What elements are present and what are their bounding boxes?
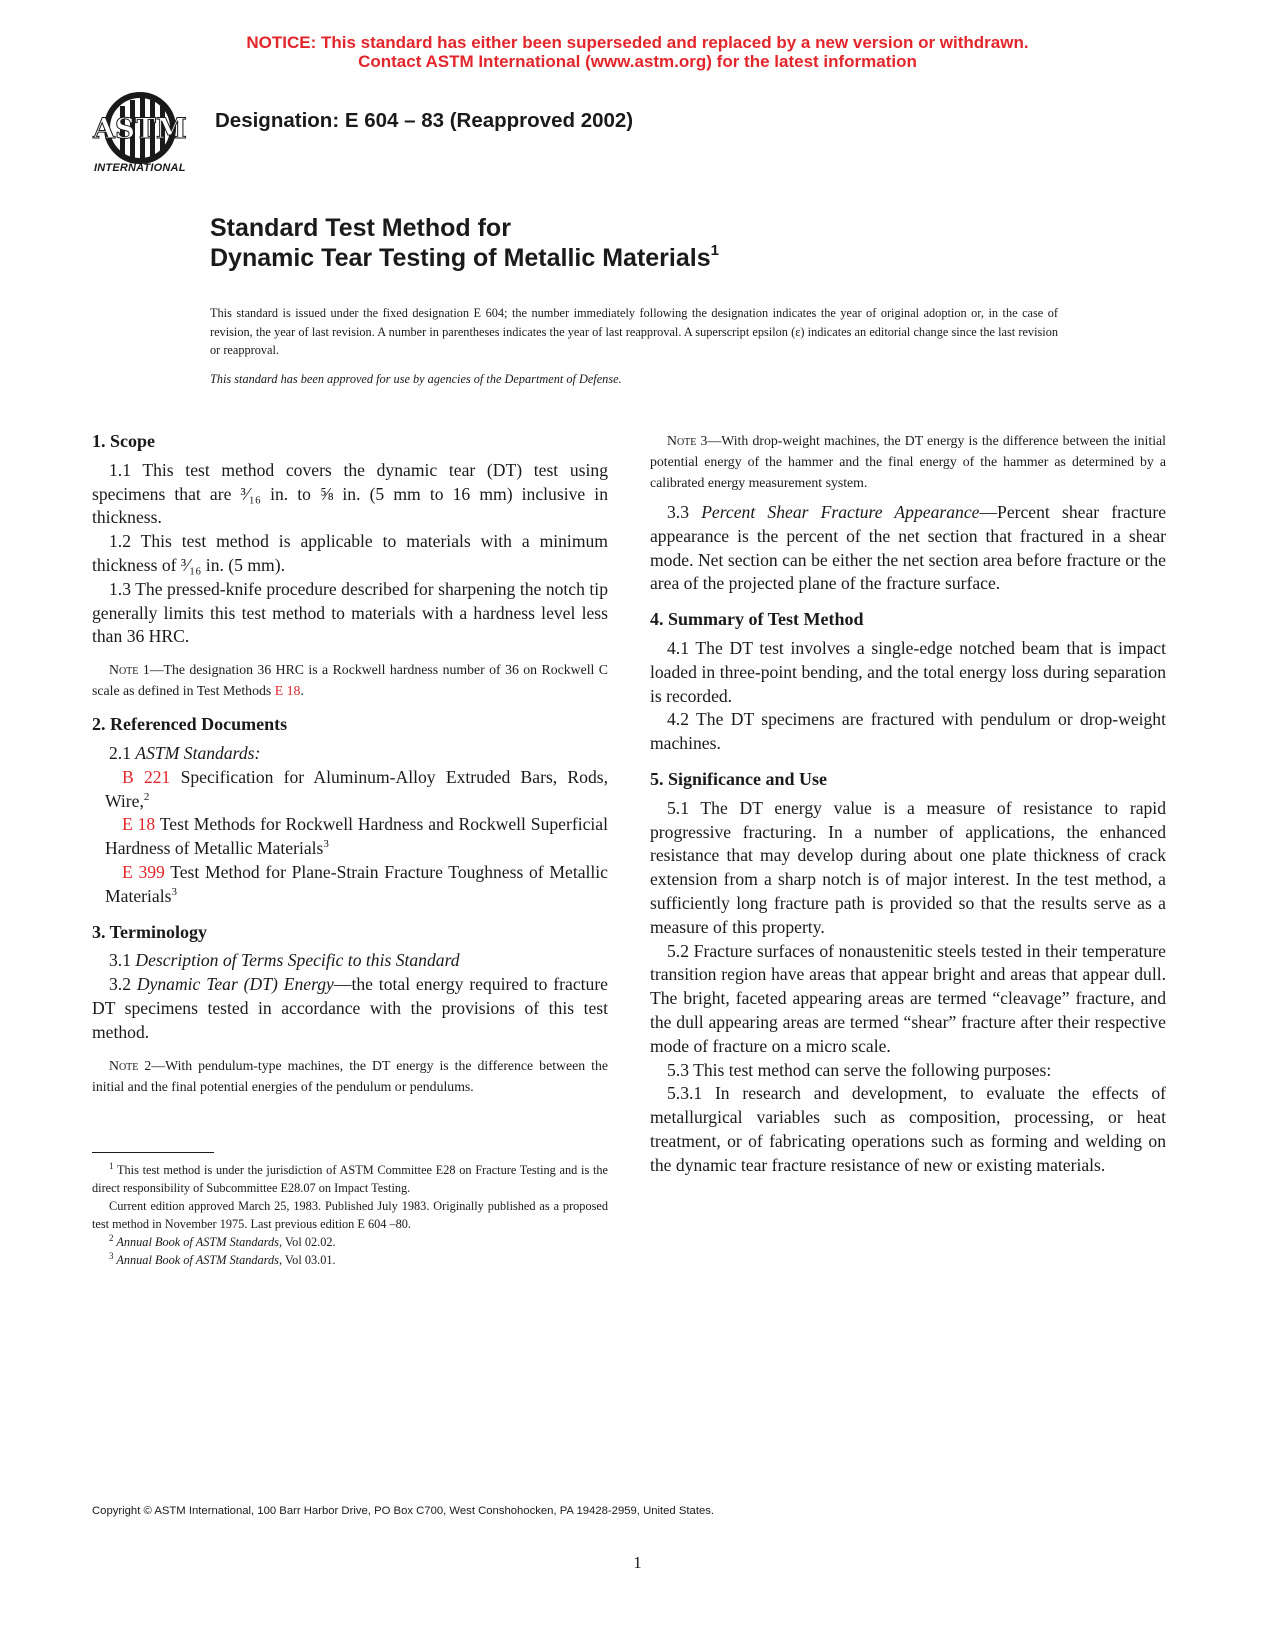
para-1-1: 1.1 This test method covers the dynamic tear (DT) test using specimens that are ³⁄₁₆ in. to ⅝ in. (5 mm to 16 mm) inclusive in thickness. <box>92 459 608 528</box>
footnote-2-text: Vol 02.02. <box>282 1235 336 1249</box>
copyright: Copyright © ASTM International, 100 Barr Harbor Drive, PO Box C700, West Conshohocken, PA 19428-2959, United States. <box>92 1505 715 1517</box>
para-3-1-italic: Description of Terms Specific to this Standard <box>135 950 460 971</box>
section-heading-refdocs: 2. Referenced Documents <box>92 714 288 735</box>
note-3 <box>650 430 1166 493</box>
para-3-1 <box>92 949 608 973</box>
para-4-2: 4.2 The DT specimens are fractured with pendulum or drop-weight machines. <box>650 709 1166 754</box>
para-2-1-italic: ASTM Standards: <box>135 742 261 763</box>
para-3-2 <box>92 973 608 1044</box>
footnote-2 <box>92 1233 608 1251</box>
footnote-3-text: Vol 03.01. <box>282 1253 336 1267</box>
ref-item-e399 <box>92 861 608 909</box>
para-2-1-num: 2.1 <box>109 742 136 763</box>
para-3-3-num: 3.3 <box>667 502 702 522</box>
ref-sup-e18: 3 <box>323 838 329 851</box>
para-5-3: 5.3 This test method can serve the following purposes: <box>667 1059 1052 1080</box>
left-column <box>92 430 608 1105</box>
para-4-1: 4.1 The DT test involves a single-edge notched beam that is impact loaded in three-point bending, and the total energy loss during separation is recorded. <box>650 637 1166 706</box>
svg-text:ASTM: ASTM <box>93 112 187 145</box>
right-column <box>650 430 1166 1178</box>
para-5-3-1: 5.3.1 In research and development, to evaluate the effects of metallurgical variables such as composition, processing, or heat treatment, or of fabricating operations such as forming and welding on the dynamic tear fracture resistance of new or existing materials. <box>650 1083 1166 1175</box>
title-line-2 <box>210 243 719 273</box>
footnote-2-italic: Annual Book of ASTM Standards, <box>113 1235 283 1249</box>
footnote-rule <box>92 1152 214 1153</box>
note-3-text: 3—With drop-weight machines, the DT energy is the difference between the initial potential energy of the hammer and the final energy of the hammer as determined by a calibrated energy measurement system. <box>650 433 1166 490</box>
footnote-2-sup: 2 <box>109 1233 114 1243</box>
approved-statement: This standard has been approved for use by agencies of the Department of Defense. <box>210 372 622 386</box>
note-1-end: . <box>300 683 304 699</box>
ref-link-e18[interactable]: E 18 <box>122 814 156 835</box>
note-2-text: 2—With pendulum-type machines, the DT energy is the difference between the initial and the final potential energies of the pendulum or pendulums. <box>92 1057 608 1094</box>
notice-line-2: Contact ASTM International (www.astm.org) for the latest information <box>358 52 917 71</box>
footnote-3-sup: 3 <box>109 1251 114 1261</box>
designation: Designation: E 604 – 83 (Reapproved 2002) <box>215 109 634 132</box>
preamble: This standard is issued under the fixed designation E 604; the number immediately following the designation indicates the year of original adoption or, in the case of revision, the year of last revision. A number in parentheses indicates the year of last reapproval. A superscript epsilon (ε) indicates an editorial change since the last revision or reapproval. <box>210 306 1058 357</box>
footnote-1 <box>92 1161 608 1197</box>
section-heading-scope: 1. Scope <box>92 431 155 451</box>
para-3-2-num: 3.2 <box>109 974 137 995</box>
para-3-3 <box>650 501 1166 596</box>
ref-sup-e399: 3 <box>171 885 177 898</box>
footnote-1-sup: 1 <box>109 1161 114 1171</box>
para-5-1: 5.1 The DT energy value is a measure of resistance to rapid progressive fracturing. In a number of applications, the enhanced resistance that may develop during about one plate thickness of crack extension from a sharp notch is of major interest. In the test method, a sufficiently long fracture path is provided so that the results serve as a measure of this property. <box>650 797 1166 937</box>
note-2 <box>92 1055 608 1097</box>
ref-link-e399[interactable]: E 399 <box>122 861 165 882</box>
notice-line-1: NOTICE: This standard has either been superseded and replaced by a new version or withdrawn. <box>246 33 1029 52</box>
footnotes <box>92 1161 608 1269</box>
note-1-link-e18[interactable]: E 18 <box>274 683 301 699</box>
section-heading-significance: 5. Significance and Use <box>650 768 828 789</box>
note-1 <box>92 659 608 701</box>
para-3-2-italic: Dynamic Tear (DT) Energy <box>136 974 334 995</box>
note-1-label: Note <box>109 662 139 678</box>
footnote-1-cont: Current edition approved March 25, 1983. Published July 1983. Originally published as a proposed test method in November 1975. Last previous edition E 604 –80. <box>92 1199 608 1231</box>
title-line-2-text: Dynamic Tear Testing of Metallic Materials <box>210 244 711 272</box>
para-3-3-italic: Percent Shear Fracture Appearance <box>701 502 980 522</box>
astm-logo-icon <box>92 86 198 182</box>
title-line-1: Standard Test Method for <box>210 214 511 242</box>
para-3-1-num: 3.1 <box>109 950 136 971</box>
logo-label: INTERNATIONAL <box>94 162 186 174</box>
ref-item-e18 <box>92 813 608 861</box>
document-title <box>210 213 719 273</box>
title-footnote-marker: 1 <box>710 242 719 259</box>
footnote-3 <box>92 1251 608 1269</box>
note-2-label: Note <box>109 1057 139 1073</box>
section-heading-terminology: 3. Terminology <box>92 921 208 942</box>
ref-text-e18: Test Methods for Rockwell Hardness and Rockwell Superficial Hardness of Metallic Materials <box>105 814 608 859</box>
ref-text-b221: Specification for Aluminum-Alloy Extruded Bars, Rods, Wire, <box>105 766 608 811</box>
footnote-1-text: This test method is under the jurisdiction of ASTM Committee E28 on Fracture Testing and is the direct responsibility of Subcommittee E28.07 on Impact Testing. <box>92 1163 608 1195</box>
note-3-label: Note <box>667 433 697 448</box>
para-2-1 <box>92 742 608 766</box>
ref-text-e399: Test Method for Plane-Strain Fracture Toughness of Metallic Materials <box>105 861 608 906</box>
para-3-2-text: —the total energy required to fracture DT specimens tested in accordance with the provisions of this test method. <box>92 974 608 1042</box>
section-heading-summary: 4. Summary of Test Method <box>650 609 864 630</box>
ref-link-b221[interactable]: B 221 <box>122 766 171 787</box>
footnote-3-italic: Annual Book of ASTM Standards, <box>113 1253 283 1267</box>
para-1-3: 1.3 The pressed-knife procedure described for sharpening the notch tip generally limits this test method to materials with a hardness level less than 36 HRC. <box>92 578 608 647</box>
ref-item-b221 <box>92 766 608 814</box>
notice-banner <box>0 33 1275 71</box>
ref-sup-b221: 2 <box>143 790 150 803</box>
para-3-3-text: —Percent shear fracture appearance is the percent of the net section that fractured in a shear mode. Net section can be either the net section area before fracture or the area of the projected plane of the fracture surface. <box>650 502 1166 594</box>
para-5-2: 5.2 Fracture surfaces of nonaustenitic steels tested in their temperature transition region have areas that appear bright and areas that appear dull. The bright, faceted appearing areas are termed “cleavage” fracture, and the dull appearing areas are termed “shear” fracture after their respective mode of fracture on a micro scale. <box>650 940 1166 1056</box>
para-1-2: 1.2 This test method is applicable to materials with a minimum thickness of ³⁄₁₆ in. (5 mm). <box>92 531 608 575</box>
note-1-text: 1—The designation 36 HRC is a Rockwell hardness number of 36 on Rockwell C scale as defined in Test Methods <box>92 662 608 699</box>
page-number: 1 <box>633 1553 642 1572</box>
